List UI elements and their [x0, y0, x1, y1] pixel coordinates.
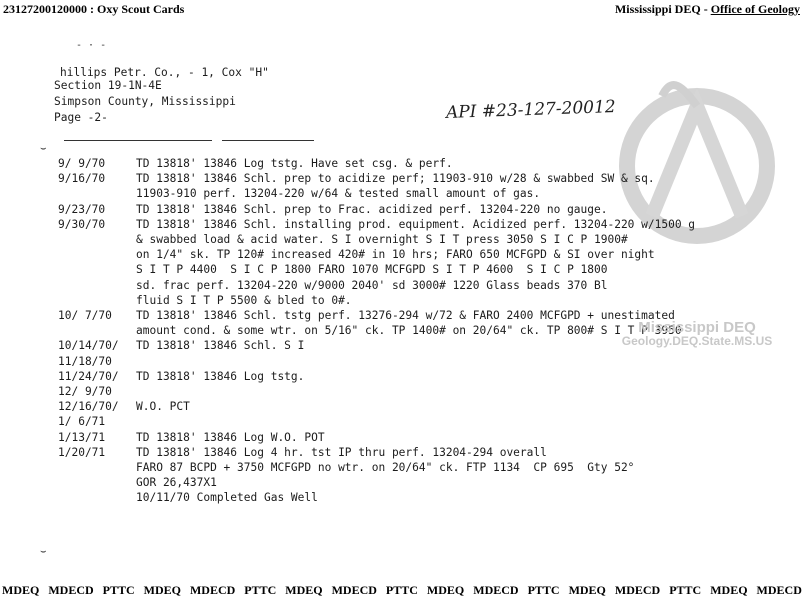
footer-item: MDECD — [473, 583, 519, 597]
entry-date: 9/23/70 — [58, 202, 106, 216]
punch-mark-bottom: ⌣ — [40, 546, 47, 557]
entry-text: TD 13818' 13846 Schl. prep to acidize perf; 11903-910 w/28 & swabbed SW & sq. — [136, 172, 655, 186]
rule-left — [64, 140, 212, 141]
entry-text: on 1/4" sk. TP 120# increased 420# in 10 hrs; FARO 650 MCFGPD & SI over night — [136, 248, 655, 262]
entry-text: W.O. PCT — [136, 400, 190, 414]
entry-date: 11/24/70/ — [58, 369, 119, 383]
entry-date: 9/30/70 — [58, 217, 106, 231]
entry-text: sd. frac perf. 13204-220 w/9000 2040' sd 3000# 1220 Glass beads 370 Bl — [136, 278, 608, 292]
api-number-handwritten: API #23-127-20012 — [445, 97, 617, 123]
entry-date: 12/ 9/70 — [58, 385, 112, 398]
top-mark: - · - — [76, 40, 107, 51]
entry-text: TD 13818' 13846 Log tstg. — [136, 369, 305, 383]
footer-item: MDECD — [331, 583, 377, 597]
entry-text: TD 13818' 13846 Log 4 hr. tst IP thru perf. 13204-294 overall — [136, 445, 547, 459]
well-county: Simpson County, Mississippi — [54, 95, 236, 108]
entry-text: TD 13818' 13846 Log W.O. POT — [136, 430, 325, 444]
watermark-line-2: Geology.DEQ.State.MS.US — [621, 334, 773, 348]
footer-item: MDECD — [614, 583, 661, 597]
entry-text: TD 13818' 13846 Schl. prep to Frac. acidized perf. 13204-220 no gauge. — [136, 202, 608, 216]
entry-text: amount cond. & some wtr. on 5/16" ck. TP 1400# on 20/64" ck. TP 800# S I T P 3950 — [136, 324, 682, 338]
entry-date: 9/16/70 — [58, 172, 106, 186]
entry-text: S I T P 4400 S I C P 1800 FARO 1070 MCFGPD S I T P 4600 S I C P 1800 — [136, 263, 608, 277]
footer-item: MDEQ — [710, 583, 748, 597]
entry-text: fluid S I T P 5500 & bled to 0#. — [136, 293, 352, 307]
entry-text: GOR 26,437X1 — [136, 476, 217, 490]
entry-date: 10/ 7/70 — [58, 309, 112, 322]
footer-item: MDEQ — [568, 583, 606, 597]
punch-mark: ⌣ — [40, 143, 47, 154]
footer-item: MDEQ — [285, 583, 323, 597]
entry-text: TD 13818' 13846 Log tstg. Have set csg. & perf. — [136, 157, 453, 170]
footer-item: PTTC — [244, 583, 277, 597]
entry-text: TD 13818' 13846 Schl. installing prod. equipment. Acidized perf. 13204-220 w/1500 g — [136, 217, 696, 231]
footer-item: PTTC — [669, 583, 702, 597]
entry-date: 1/ 6/71 — [58, 415, 106, 429]
rule-right — [222, 140, 314, 141]
footer-item: PTTC — [102, 583, 135, 597]
footer-item: MDEQ — [426, 583, 465, 597]
entry-text: & swabbed load & acid water. S I overnight S I T press 3050 S I C P 1900# — [136, 233, 628, 246]
footer-bar — [0, 583, 804, 598]
entry-date: 1/13/71 — [58, 430, 106, 444]
entry-text: FARO 87 BCPD + 3750 MCFGPD no wtr. on 20/64" ck. FTP 1134 CP 695 Gty 52° — [136, 461, 635, 474]
footer-item: PTTC — [527, 583, 560, 597]
entry-date: 1/20/71 — [58, 445, 106, 459]
entry-text: 11903-910 perf. 13204-220 w/64 & tested small amount of gas. — [136, 187, 541, 201]
footer-item: PTTC — [385, 583, 418, 597]
entry-date: 12/16/70/ — [58, 400, 119, 414]
page-number: Page -2- — [54, 111, 108, 124]
well-section: Section 19-1N-4E — [54, 79, 162, 92]
entry-text: TD 13818' 13846 Schl. S I — [136, 339, 305, 353]
entry-date: 11/18/70 — [58, 354, 112, 368]
header-separator: - — [700, 2, 711, 16]
footer-item: MDECD — [48, 583, 94, 597]
entry-text: TD 13818' 13846 Schl. tstg perf. 13276-294 w/72 & FARO 2400 MCFGPD + unestimated — [136, 309, 675, 322]
footer-item: MDEQ — [143, 583, 181, 597]
entry-date: 10/14/70/ — [58, 339, 119, 353]
agency-name: Mississippi DEQ — [614, 2, 701, 16]
entry-text: 10/11/70 Completed Gas Well — [136, 491, 318, 505]
footer-item: MDEQ — [2, 583, 40, 597]
footer-item: MDECD — [189, 583, 236, 597]
office-name: Office of Geology — [710, 2, 800, 16]
entry-date: 9/ 9/70 — [58, 157, 106, 170]
well-name: hillips Petr. Co., - 1, Cox "H" — [60, 66, 269, 79]
document-id-header: 23127200120000 : Oxy Scout Cards — [3, 2, 185, 16]
footer-item: MDECD — [756, 583, 802, 597]
watermark-line-1: Mississippi DEQ — [638, 319, 756, 336]
